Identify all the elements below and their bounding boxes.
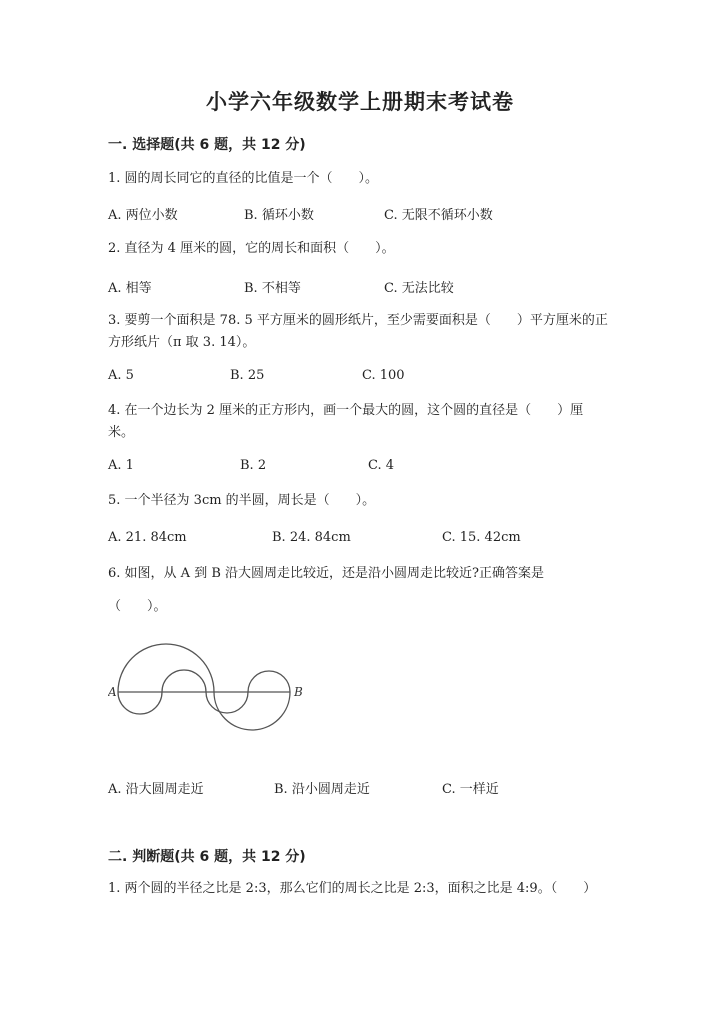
page-title: 小学六年级数学上册期末考试卷: [206, 89, 514, 114]
question-5: 5. 一个半径为 3cm 的半圆，周长是（ ）。: [108, 493, 376, 508]
point-a-label: A: [108, 685, 117, 699]
section-heading-judgement: 二. 判断题(共 6 题，共 12 分): [108, 849, 306, 865]
q4-option-c: C. 4: [368, 458, 395, 473]
q1-option-b: B. 循环小数: [244, 208, 314, 223]
q3-option-c: C. 100: [362, 368, 405, 383]
q6-option-b: B. 沿小圆周走近: [274, 782, 370, 797]
question-1: 1. 圆的周长同它的直径的比值是一个（ ）。: [108, 171, 379, 186]
question-2: 2. 直径为 4 厘米的圆，它的周长和面积（ ）。: [108, 241, 395, 256]
circles-path-figure: [108, 640, 318, 754]
judgement-question-1: 1. 两个圆的半径之比是 2:3，那么它们的周长之比是 2:3，面积之比是 4:9。（ ）: [108, 881, 597, 896]
q6-option-a: A. 沿大圆周走近: [108, 782, 204, 797]
point-b-label: B: [294, 685, 303, 699]
q2-option-b: B. 不相等: [244, 281, 301, 296]
q4-option-a: A. 1: [108, 458, 134, 473]
q3-option-a: A. 5: [108, 368, 134, 383]
q2-option-a: A. 相等: [108, 281, 152, 296]
large-arc-upper: [118, 644, 214, 692]
q5-option-a: A. 21. 84cm: [108, 530, 187, 545]
large-arc-lower: [214, 692, 290, 730]
section-heading-choice: 一. 选择题(共 6 题，共 12 分): [108, 137, 306, 153]
small-arc-4: [248, 671, 290, 692]
question-6: 6. 如图，从 A 到 B 沿大圆周走比较近，还是沿小圆周走比较近?正确答案是: [108, 566, 544, 581]
q1-option-a: A. 两位小数: [108, 208, 178, 223]
q4-option-b: B. 2: [240, 458, 267, 473]
q6-option-c: C. 一样近: [442, 782, 499, 797]
question-4: 4. 在一个边长为 2 厘米的正方形内，画一个最大的圆，这个圆的直径是（ ）厘米。: [108, 403, 584, 440]
q5-option-b: B. 24. 84cm: [272, 530, 351, 545]
question-3: 3. 要剪一个面积是 78. 5 平方厘米的圆形纸片，至少需要面积是（ ）平方厘米的正方形纸片（π 取 3. 14）。: [108, 313, 608, 350]
small-arc-1: [118, 692, 162, 714]
q1-option-c: C. 无限不循环小数: [384, 208, 493, 223]
q3-option-b: B. 25: [230, 368, 265, 383]
q2-option-c: C. 无法比较: [384, 281, 454, 296]
question-6-blank: （ ）。: [108, 599, 167, 614]
small-arc-2: [162, 670, 206, 692]
small-arc-3: [206, 692, 248, 713]
q5-option-c: C. 15. 42cm: [442, 530, 521, 545]
